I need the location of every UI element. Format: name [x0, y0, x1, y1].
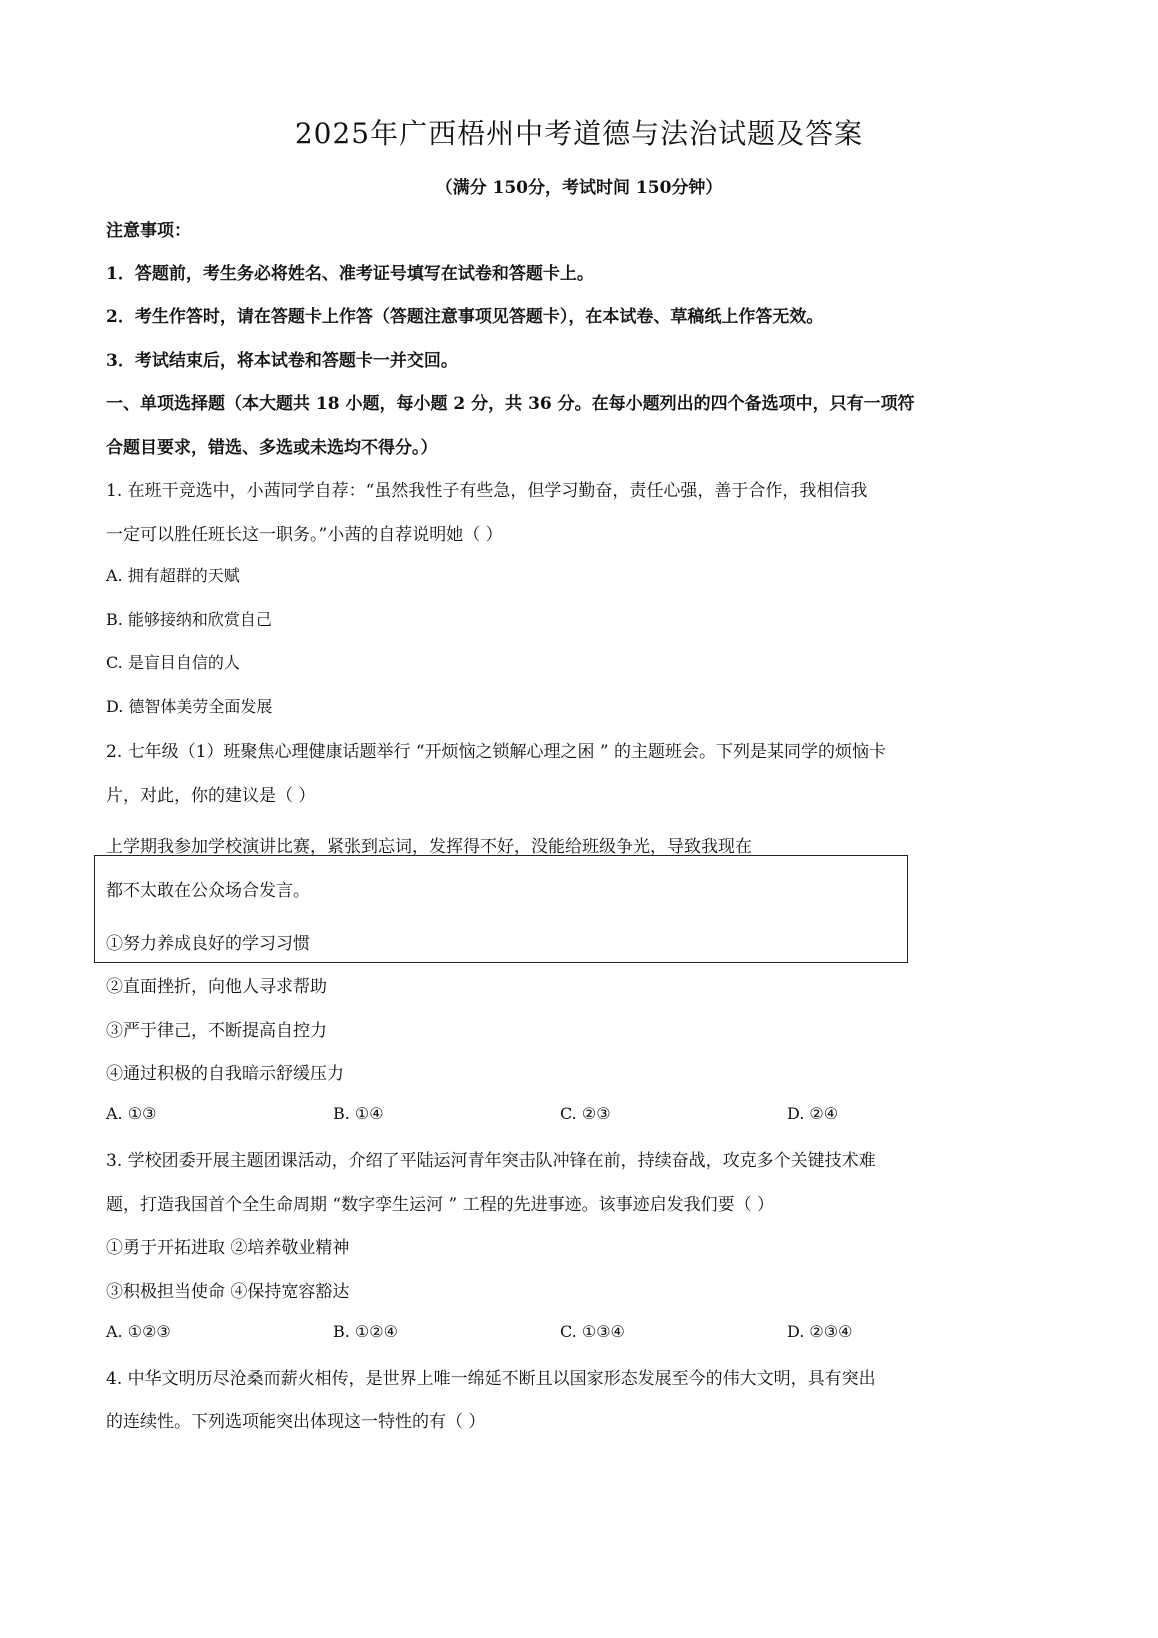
section-heading: 一、单项选择题（本大题共 18 小题，每小题 2 分，共 36 分。在每小题列出的四个备选项中，只有一项符 [106, 394, 915, 414]
question-1-stem-cont: 一定可以胜任班长这一职务。”小茜的自荐说明她（ ） [106, 525, 503, 545]
question-2-option-c: C. ②③ [560, 1104, 611, 1123]
question-4-stem-cont: 的连续性。下列选项能突出体现这一特性的有（ ） [106, 1412, 486, 1432]
page-title: 2025年广西梧州中考道德与法治试题及答案 [294, 117, 864, 150]
question-2-option-a: A. ①③ [106, 1104, 157, 1123]
section-heading-cont: 合题目要求，错选、多选或未选均不得分。） [106, 438, 438, 458]
notice-item: 2．考生作答时，请在答题卡上作答（答题注意事项见答题卡），在本试卷、草稿纸上作答无效。 [106, 307, 824, 327]
question-1-option-d: D. 德智体美劳全面发展 [106, 697, 273, 716]
question-1-option-a: A. 拥有超群的天赋 [106, 566, 240, 585]
question-3-option-c: C. ①③④ [560, 1322, 625, 1341]
question-3-statement: ③积极担当使命 ④保持宽容豁达 [106, 1282, 350, 1302]
question-3-statement: ①勇于开拓进取 ②培养敬业精神 [106, 1238, 350, 1258]
question-2-stem: 2. 七年级（1）班聚焦心理健康话题举行 “开烦恼之锁解心理之困 ” 的主题班会。下列是某同学的烦恼卡 [106, 742, 887, 762]
question-3-stem: 3. 学校团委开展主题团课活动，介绍了平陆运河青年突击队冲锋在前，持续奋战，攻克多个关键技术难 [106, 1151, 876, 1171]
question-3-option-d: D. ②③④ [787, 1322, 853, 1341]
question-2-statement: ①努力养成良好的学习习惯 [106, 934, 310, 954]
notice-item: 3．考试结束后，将本试卷和答题卡一并交回。 [106, 351, 458, 371]
question-2-option-d: D. ②④ [787, 1104, 839, 1123]
question-1-option-c: C. 是盲目自信的人 [106, 653, 240, 672]
question-2-statement: ③严于律己，不断提高自控力 [106, 1021, 327, 1041]
question-3-option-a: A. ①②③ [106, 1322, 171, 1341]
question-4-stem: 4. 中华文明历尽沧桑而薪火相传，是世界上唯一绵延不断且以国家形态发展至今的伟大文明，具有突出 [106, 1369, 876, 1389]
question-2-statement: ②直面挫折，向他人寻求帮助 [106, 977, 327, 997]
question-2-statement: ④通过积极的自我暗示舒缓压力 [106, 1064, 344, 1084]
question-3-stem-cont: 题，打造我国首个全生命周期 “数字孪生运河 ” 工程的先进事迹。该事迹启发我们要（ ） [106, 1195, 774, 1215]
question-1-stem: 1. 在班干竞选中，小茜同学自荐：“虽然我性子有些急，但学习勤奋，责任心强，善于合作，我相信我 [106, 481, 868, 501]
notice-heading: 注意事项： [106, 221, 191, 241]
question-2-stem-cont: 片，对此，你的建议是（ ） [106, 786, 316, 806]
worry-card-text: 上学期我参加学校演讲比赛，紧张到忘词，发挥得不好，没能给班级争光，导致我现在 [106, 837, 752, 857]
exam-info: （满分 150分，考试时间 150分钟） [435, 178, 723, 198]
question-2-option-b: B. ①④ [333, 1104, 384, 1123]
question-1-option-b: B. 能够接纳和欣赏自己 [106, 610, 272, 629]
question-3-option-b: B. ①②④ [333, 1322, 398, 1341]
notice-item: 1．答题前，考生务必将姓名、准考证号填写在试卷和答题卡上。 [106, 264, 594, 284]
worry-card-text-cont: 都不太敢在公众场合发言。 [106, 881, 310, 901]
